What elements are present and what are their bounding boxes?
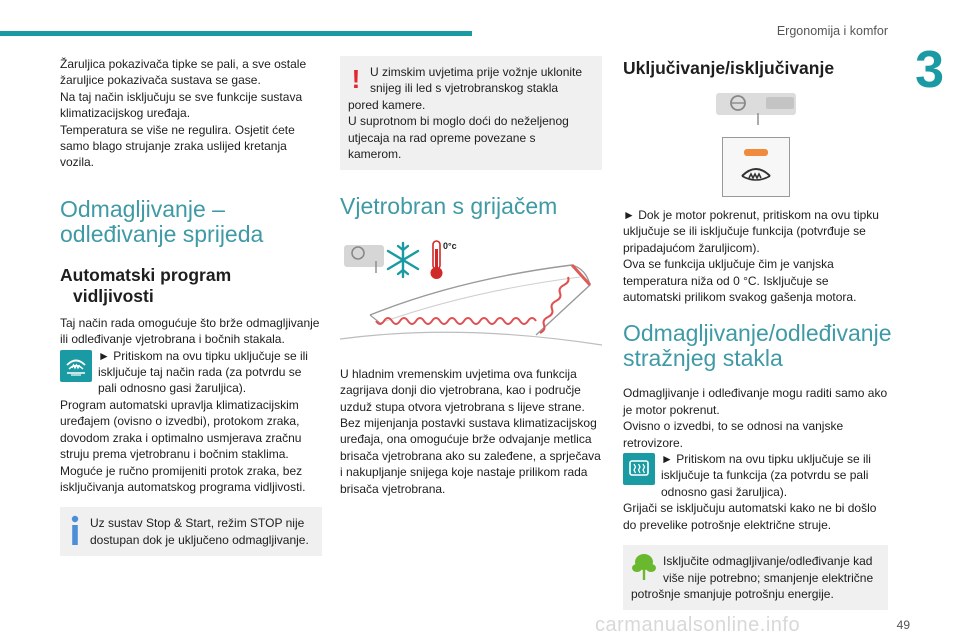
rear-demist-text: Odmagljivanje i odleđivanje mogu raditi samo ako je motor pokrenut. [623, 386, 888, 417]
switch-info: Ova se funkcija uključuje čim je vanjska temperatura niža od 0 °C. Isključuje se automatski prilikom svakog gašenja motora. [623, 257, 857, 305]
visibility-button-instruction [60, 348, 322, 397]
chapter-number: 3 [915, 41, 944, 99]
switch-instruction: ► Dok je motor pokrenut, pritiskom na ovu tipku uključuje se ili isključuje funkcija (potvrđuje se pripadajućom žaruljicom). [623, 208, 879, 255]
subtitle-visibility-program [60, 265, 322, 307]
warning-note [340, 56, 602, 170]
warning-note-text: U suprotnom bi moglo doći do neželjenog utjecaja na rad opreme povezane s kamerom. [348, 114, 569, 162]
heated-windscreen-illustration [340, 225, 602, 365]
intro-line: Temperatura se više ne regulira. Osjetit ćete [60, 122, 295, 137]
intro-line: Žaruljica pokazivača tipke se pali, a sve ostale [60, 57, 307, 71]
visibility-body: Program automatski upravlja klimatizacijskim uređajem (ovisno o izvedbi), protokom zraka, dovodom zraka i optimalno usmjerava zračnu struju prema vjetrobranu i bočnim staklima. Moguće je ručno promijeniti protok zraka, bez isključivanja automatskog programa vidljivosti. [60, 397, 306, 494]
thermometer-icon [431, 241, 443, 279]
indicator-led [744, 149, 768, 156]
eco-leaf-icon [631, 553, 657, 581]
section-title-line: Odmagljivanje – [60, 195, 225, 222]
intro-line: vozila. [60, 155, 95, 170]
subtitle-on-off: Uključivanje/isključivanje [623, 58, 835, 78]
eco-note-text: Isključite odmagljivanje/odleđivanje kad više nije potrebno; smanjenje električne potrošnje smanjuje potrošnju energije. [631, 554, 874, 601]
warning-icon: ! [351, 64, 361, 94]
rear-demist-button-text: ► Pritiskom na ovu tipku uključuje se ili isključuje ta funkcija (za potvrdu se pali odnosno gasi žaruljica). [661, 452, 871, 499]
column-1 [60, 56, 322, 556]
rear-demist-text: Ovisno o izvedbi, to se odnosi na vanjske retrovizore. [623, 419, 844, 450]
section-title-line: odleđivanje sprijeda [60, 220, 264, 247]
visibility-button-text: ► Pritiskom na ovu tipku uključuje se ili isključuje taj način rada (za potvrdu se pali odnosno gasi žaruljica). [98, 348, 308, 396]
heated-windscreen-switch [623, 137, 888, 197]
windscreen-heat-button[interactable] [722, 137, 790, 197]
section-title-line: Odmagljivanje/odleđivanje [623, 320, 892, 347]
column-2 [340, 56, 602, 497]
warning-note-text: U zimskim uvjetima prije vožnje uklonite snijeg ili led s vjetrobranskog stakla pored kamere. [348, 65, 583, 112]
heated-windscreen-body: U hladnim vremenskim uvjetima ova funkcija zagrijava donji dio vjetrobrana, kao i područje uzduž stupa otvora vjetrobrana s lijeve strane. Bez mijenjanja postavki sustava klimatizacijskog uređaja, ona omogućuje brže odvajanje metlica brisača vjetrobrana ako su zaleđene, a sprječava i nakupljanje snijega koje nastaje prilikom rada brisača vjetrobrana. [340, 366, 601, 496]
section-title-heated-windscreen: Vjetrobran s grijačem [340, 193, 558, 220]
intro-line: klimatizacijskog uređaja. [60, 106, 191, 121]
info-icon [68, 515, 82, 548]
section-title-line: stražnjeg stakla [623, 345, 783, 372]
snowflake-icon [388, 243, 418, 277]
dashboard-location-illustration [623, 93, 888, 127]
intro-line: samo blago strujanje zraka uslijed kretanja [60, 139, 287, 154]
subtitle-line: vidljivosti [73, 285, 154, 306]
subtitle-line: Automatski program [60, 264, 232, 285]
column-3 [623, 56, 892, 610]
temperature-label: 0°c [443, 241, 457, 252]
section-title-front-demist [60, 197, 322, 247]
eco-note [623, 545, 888, 610]
header-accent-bar [0, 31, 472, 36]
watermark: carmanualsonline.info [595, 614, 801, 636]
running-header: Ergonomija i komfor [776, 24, 888, 38]
info-note-text: Uz sustav Stop & Start, režim STOP nije dostupan dok je uključeno odmagljivanje. [90, 516, 309, 547]
visibility-intro: Taj način rada omogućuje što brže odmagljivanje ili odleđivanje vjetrobrana i bočnih stakala. [60, 315, 320, 347]
windscreen-outline-icon [340, 265, 602, 345]
intro-line: žaruljice pokazivača sustava se gase. [60, 73, 261, 88]
rear-demist-button-icon [623, 453, 655, 485]
rear-demist-button-instruction [623, 451, 888, 500]
intro-line: Na taj način isključuju se sve funkcije sustava [60, 89, 303, 104]
windscreen-heat-icon [739, 164, 773, 186]
heating-wires-icon [376, 277, 569, 333]
dashboard-icon [344, 245, 384, 273]
section-title-rear-demist [623, 320, 892, 372]
rear-demist-text: Grijači se isključuju automatski kako ne bi došlo do prevelike potrošnje električne struje. [623, 501, 877, 532]
dashboard-icon [716, 93, 796, 127]
page-number: 49 [896, 618, 910, 632]
front-demist-button-icon [60, 350, 92, 382]
info-note [60, 507, 322, 556]
